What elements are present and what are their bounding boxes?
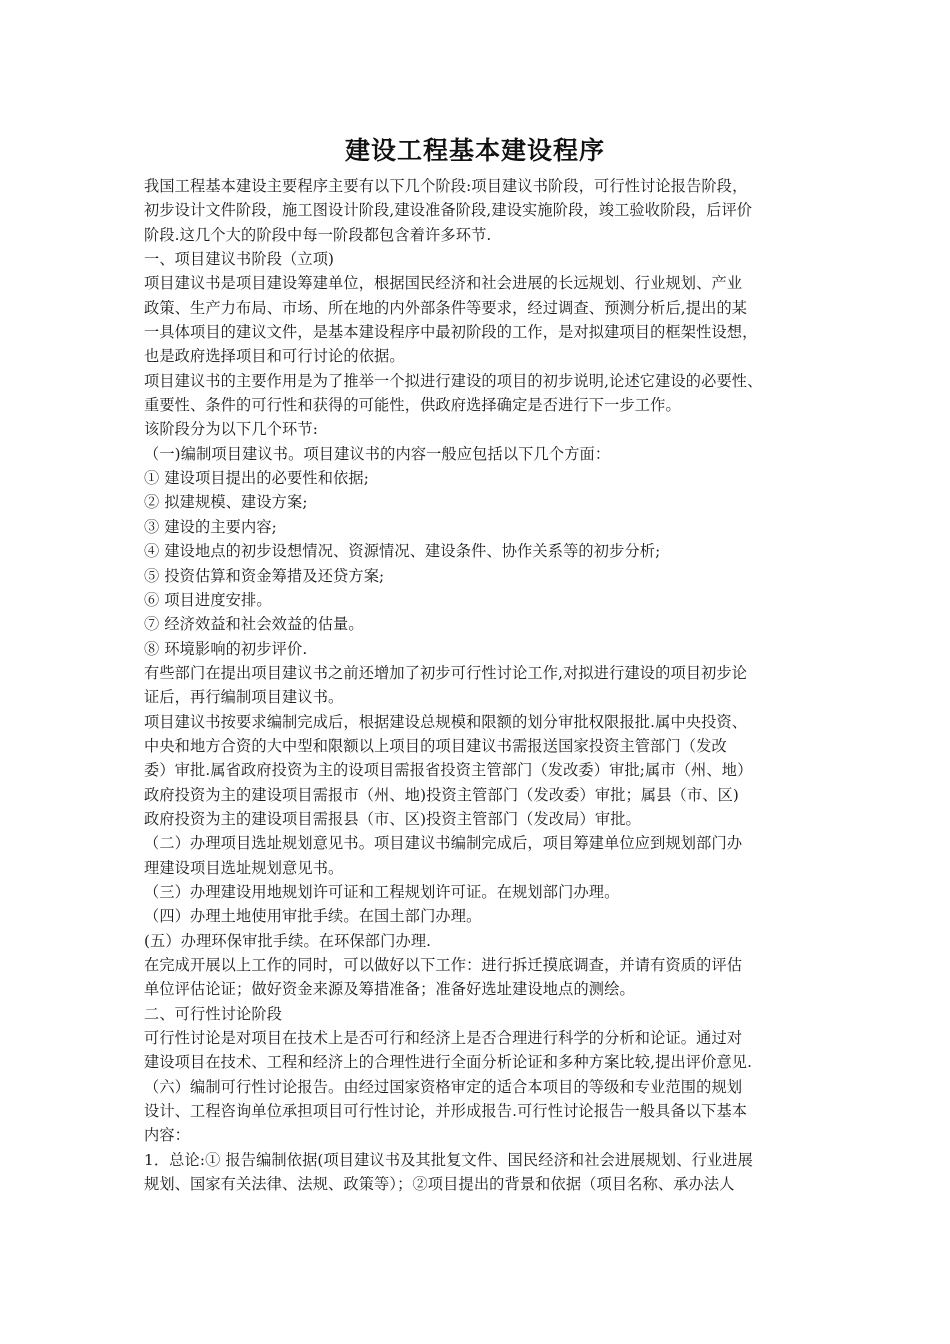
body-text-line: 理建设项目选址规划意见书。 xyxy=(144,858,344,877)
body-text-line: ② 拟建规模、建设方案; xyxy=(144,493,308,512)
body-text-line: ⑧ 环境影响的初步评价. xyxy=(144,639,308,658)
document-body xyxy=(144,174,820,1196)
body-text-line: 项目建议书的主要作用是为了推举一个拟进行建设的项目的初步说明,论述它建设的必要性、 xyxy=(144,371,763,390)
body-text-line: 政府投资为主的建设项目需报市（州、地)投资主管部门（发改委）审批；属县（市、区) xyxy=(144,785,739,804)
body-text-line: 1．总论:① 报告编制依据(项目建议书及其批复文件、国民经济和社会进展规划、行业进展 xyxy=(144,1150,753,1169)
body-text-line: 该阶段分为以下几个环节: xyxy=(144,420,318,439)
body-text-line: ① 建设项目提出的必要性和依据; xyxy=(144,469,369,488)
body-text-line: 设计、工程咨询单位承担项目可行性讨论，并形成报告.可行性讨论报告一般具备以下基本 xyxy=(144,1102,748,1121)
body-text-line: 我国工程基本建设主要程序主要有以下几个阶段:项目建议书阶段，可行性讨论报告阶段， xyxy=(144,177,748,195)
body-text-line: 初步设计文件阶段，施工图设计阶段,建设准备阶段,建设实施阶段，竣工验收阶段，后评价 xyxy=(144,201,753,220)
body-text-line: 中央和地方合资的大中型和限额以上项目的项目建议书需报送国家投资主管部门（发改 xyxy=(144,736,727,755)
body-text-line: 规划、国家有关法律、法规、政策等）；②项目提出的背景和依据（项目名称、承办法人 xyxy=(144,1175,735,1194)
body-text-line: （三）办理建设用地规划许可证和工程规划许可证。在规划部门办理。 xyxy=(144,882,620,901)
body-text-line: （二）办理项目选址规划意见书。项目建议书编制完成后，项目筹建单位应到规划部门办 xyxy=(144,834,743,853)
document-title: 建设工程基本建设程序 xyxy=(344,136,605,165)
body-text-line: 建设项目在技术、工程和经济上的合理性进行全面分析论证和多种方案比较,提出评价意见. xyxy=(144,1053,753,1072)
body-text-line: ⑦ 经济效益和社会效益的估量。 xyxy=(144,615,364,634)
body-text-line: ④ 建设地点的初步设想情况、资源情况、建设条件、协作关系等的初步分析; xyxy=(144,542,661,561)
body-text-line: 项目建议书按要求编制完成后，根据建设总规模和限额的划分审批权限报批.属中央投资、 xyxy=(144,712,748,731)
body-text-line: 政策、生产力布局、市场、所在地的内外部条件等要求，经过调查、预测分析后,提出的某 xyxy=(144,298,748,317)
body-text-line: 项目建议书是项目建设筹建单位，根据国民经济和社会进展的长远规划、行业规划、产业 xyxy=(144,274,743,293)
body-text-line: 也是政府选择项目和可行讨论的依据。 xyxy=(144,347,405,366)
body-text-line: 一具体项目的建议文件，是基本建设程序中最初阶段的工作，是对拟建项目的框架性设想， xyxy=(144,323,758,342)
body-text-line: 二、可行性讨论阶段 xyxy=(144,1004,283,1023)
body-text-line: 委）审批.属省政府投资为主的设项目需报省投资主管部门（发改委）审批;属市（州、地） xyxy=(144,761,753,780)
body-text-line: 阶段.这几个大的阶段中每一阶段都包含着许多环节. xyxy=(144,225,492,244)
body-text-line: 证后，再行编制项目建议书。 xyxy=(144,688,344,707)
body-text-line: 单位评估论证；做好资金来源及筹措准备；准备好选址建设地点的测绘。 xyxy=(144,980,635,999)
body-text-line: 重要性、条件的可行性和获得的可能性，供政府选择确定是否进行下一步工作。 xyxy=(144,396,681,415)
body-text-line: （六）编制可行性讨论报告。由经过国家资格审定的适合本项目的等级和专业范围的规划 xyxy=(144,1077,743,1096)
body-text-line: 一、项目建议书阶段（立项) xyxy=(144,250,335,269)
body-text-line: 内容： xyxy=(144,1126,191,1145)
body-text-line: 政府投资为主的建设项目需报县（市、区)投资主管部门（发改局）审批。 xyxy=(144,809,641,828)
body-text-line: 有些部门在提出项目建议书之前还增加了初步可行性讨论工作,对拟进行建设的项目初步论 xyxy=(144,663,748,682)
body-text-line: (五）办理环保审批手续。在环保部门办理. xyxy=(144,931,432,950)
body-text-line: ⑤ 投资估算和资金筹措及还贷方案; xyxy=(144,566,385,585)
body-text-line: 可行性讨论是对项目在技术上是否可行和经济上是否合理进行科学的分析和论证。通过对 xyxy=(144,1029,743,1048)
body-text-line: ③ 建设的主要内容; xyxy=(144,517,277,536)
body-text-line: ⑥ 项目进度安排。 xyxy=(144,590,272,609)
body-text-line: （一)编制项目建议书。项目建议书的内容一般应包括以下几个方面： xyxy=(144,444,611,463)
body-text-line: （四）办理土地使用审批手续。在国土部门办理。 xyxy=(144,907,482,926)
body-text-line: 在完成开展以上工作的同时，可以做好以下工作：进行拆迁摸底调查，并请有资质的评估 xyxy=(144,956,743,974)
